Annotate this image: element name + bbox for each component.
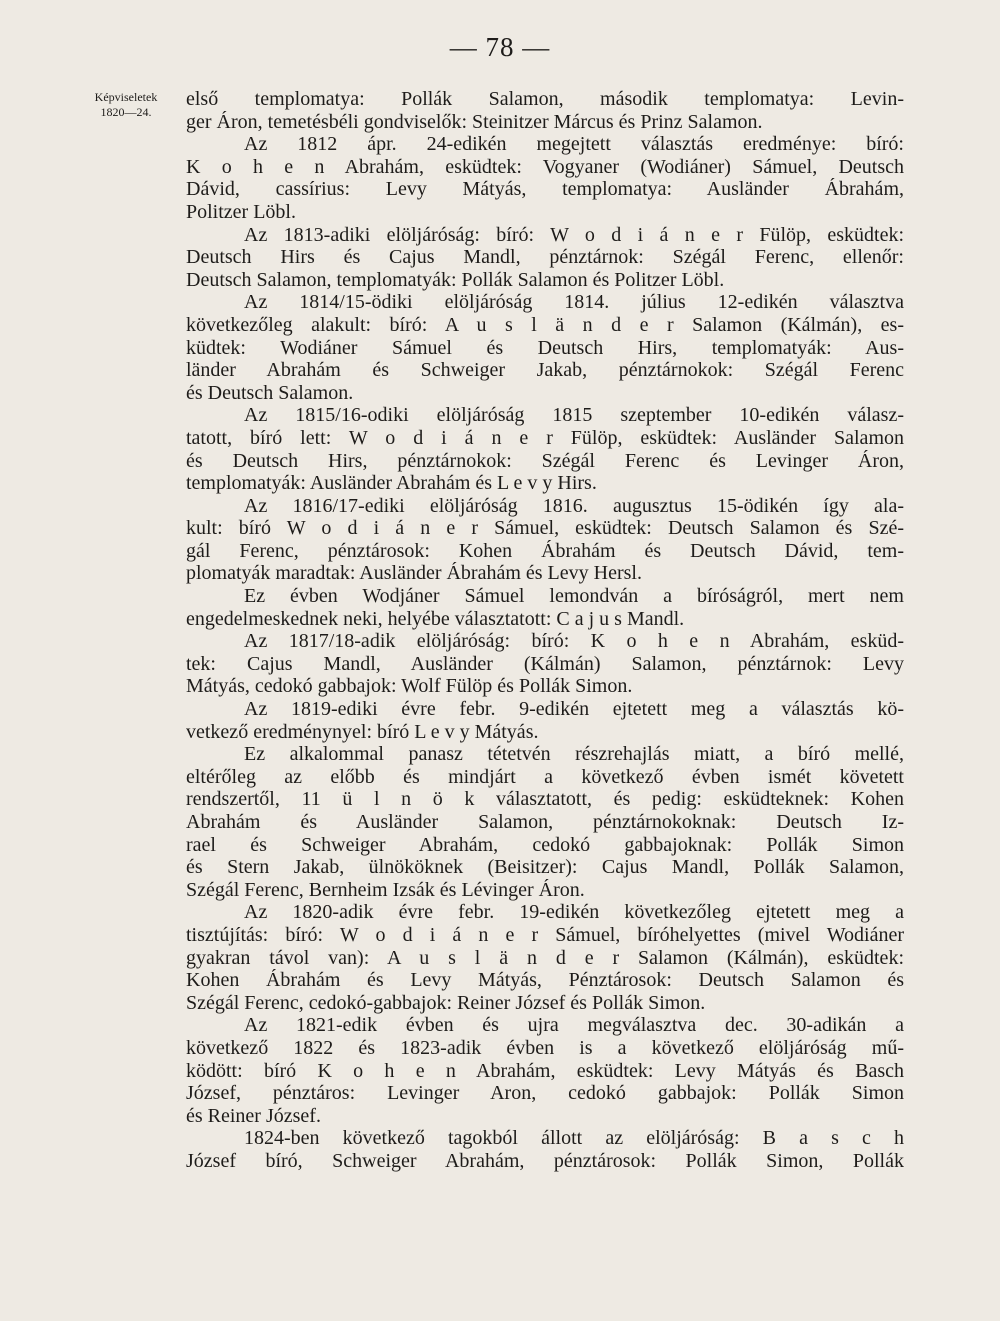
text-line: Az 1820-adik évre febr. 19-edikén következőleg ejtetett meg a [244,901,904,924]
text-line: Az 1812 ápr. 24-edikén megejtett választás eredménye: bíró: [244,133,904,156]
text-line: Az 1819-ediki évre febr. 9-edikén ejtetett meg a választás kö- [244,698,904,721]
text-line: Ez évben Wodjáner Sámuel lemondván a bíróságról, mert nem [244,585,904,608]
text-line: Az 1821-edik évben és ujra megválasztva dec. 30-adikán a [244,1014,904,1037]
text-line: Deutsch Hirs és Cajus Mandl, pénztárnok: Szégál Ferenc, ellenőr: [186,246,904,269]
text-line: vetkező eredménynyel: bíró L e v y Mátyás. [186,720,539,743]
margin-note [76,90,176,120]
text-line: engedelmeskednek neki, helyébe választatott: C a j u s Mandl. [186,607,685,630]
text-line: eltérőleg az előbb és mindjárt a következő évben ismét követett [186,765,904,788]
text-line: Dávid, cassírius: Levy Mátyás, templomatya: Ausländer Ábrahám, [186,178,904,201]
text-line: Deutsch Salamon, templomatyák: Pollák Salamon és Politzer Löbl. [186,268,725,291]
text-line: 1824-ben következő tagokból állott az elöljáróság: B a s c h [244,1127,904,1150]
text-line: tisztújítás: bíró: W o d i á n e r Sámuel, bíróhelyettes (mivel Wodiáner [186,923,904,946]
text-line: és Deutsch Hirs, pénztárnokok: Szégál Ferenc és Levinger Áron, [186,449,904,472]
text-line: József, pénztáros: Levinger Aron, cedokó gabbajok: Pollák Simon [186,1082,904,1105]
text-line: tatott, bíró lett: W o d i á n e r Fülöp, esküdtek: Ausländer Salamon [186,426,904,449]
text-line: templomatyák: Ausländer Abrahám és L e v y Hirs. [186,472,597,495]
text-line: Az 1814/15-ödiki elöljáróság 1814. július 12-edikén választva [244,291,904,314]
text-line: plomatyák maradtak: Ausländer Ábrahám és Levy Hersl. [186,562,642,585]
text-line: következőleg alakult: bíró: A u s l ä n d e r Salamon (Kálmán), es- [186,313,904,336]
text-line: Abrahám és Ausländer Salamon, pénztárnokoknak: Deutsch Iz- [186,811,904,833]
text-line: Ez alkalommal panasz tétetvén részrehajlás miatt, a bíró mellé, [244,743,904,766]
text-line: tek: Cajus Mandl, Ausländer (Kálmán) Salamon, pénztárnok: Levy [186,652,904,675]
text-line: Az 1815/16-odiki elöljáróság 1815 szeptember 10-edikén válasz- [244,404,904,427]
text-line: József bíró, Schweiger Abrahám, pénztárosok: Pollák Simon, Pollák [186,1149,904,1172]
body-text [186,88,904,1173]
text-line: első templomatya: Pollák Salamon, második templomatya: Levin- [186,88,904,110]
text-line: rael és Schweiger Abrahám, cedokó gabbajoknak: Pollák Simon [186,833,904,856]
margin-note-title: Képviseletek [94,90,158,104]
text-line: Szégál Ferenc, Bernheim Izsák és Lévinger Áron. [186,878,585,901]
text-line: következő 1822 és 1823-adik évben is a következő elöljáróság mű- [186,1036,904,1059]
text-line: és Deutsch Salamon. [186,381,354,404]
text-line: K o h e n Abrahám, esküdtek: Vogyaner (Wodiáner) Sámuel, Deutsch [186,155,904,178]
text-line: länder Abrahám és Schweiger Jakab, pénztárnokok: Szégál Ferenc [186,359,904,382]
text-line: és Reiner József. [186,1104,321,1127]
page-number: — 78 — [449,32,551,62]
text-line: gál Ferenc, pénztárosok: Kohen Ábrahám és Deutsch Dávid, tem- [186,539,904,562]
text-line: gyakran távol van): A u s l ä n d e r Salamon (Kálmán), esküdtek: [186,946,904,969]
text-line: küdtek: Wodiáner Sámuel és Deutsch Hirs, templomatyák: Aus- [186,336,904,359]
text-line: Szégál Ferenc, cedokó-gabbajok: Reiner József és Pollák Simon. [186,991,706,1014]
text-line: és Stern Jakab, ülnököknek (Beisitzer): Cajus Mandl, Pollák Salamon, [186,856,904,879]
text-line: rendszertől, 11 ü l n ö k választatott, és pedig: esküdteknek: Kohen [186,788,904,811]
text-line: Az 1817/18-adik elöljáróság: bíró: K o h e n Abrahám, esküd- [244,630,904,653]
text-line: Kohen Ábrahám és Levy Mátyás, Pénztárosok: Deutsch Salamon és [186,969,904,992]
text-line: kult: bíró W o d i á n e r Sámuel, esküdtek: Deutsch Salamon és Szé- [186,517,904,540]
text-line: Az 1813-adiki elöljáróság: bíró: W o d i á n e r Fülöp, esküdtek: [244,223,904,246]
text-line: ger Áron, temetésbéli gondviselők: Steinitzer Márcus és Prinz Salamon. [186,110,763,133]
margin-note-years: 1820—24. [100,105,152,119]
text-line: Mátyás, cedokó gabbajok: Wolf Fülöp és Pollák Simon. [186,675,633,698]
text-line: ködött: bíró K o h e n Abrahám, esküdtek: Levy Mátyás és Basch [186,1059,904,1082]
text-line: Az 1816/17-ediki elöljáróság 1816. augusztus 15-ödikén így ala- [244,494,904,517]
text-line: Politzer Löbl. [186,200,296,223]
